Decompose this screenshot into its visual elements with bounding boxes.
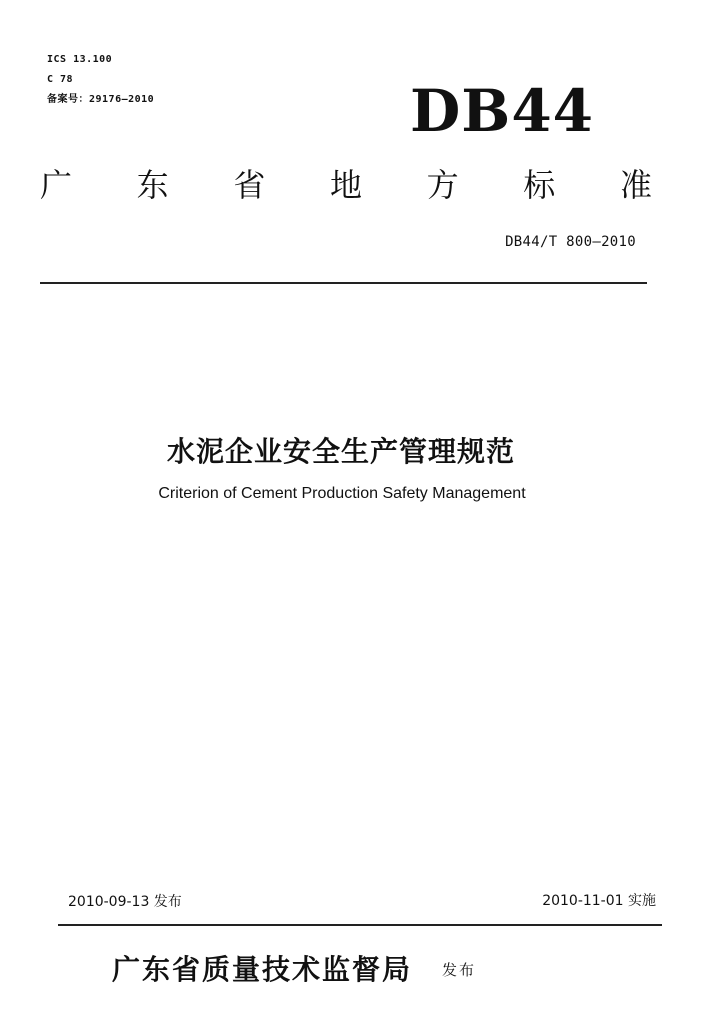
classification-block <box>47 50 154 110</box>
issued-by-label: 发布 <box>442 961 477 979</box>
issuer-line <box>112 950 476 990</box>
standard-type-heading <box>40 162 652 208</box>
standard-type-char: 东 <box>136 166 169 204</box>
standard-type-char: 省 <box>233 166 266 204</box>
standard-type-char: 广 <box>40 166 73 204</box>
implementation-date: 2010-11-01 实施 <box>542 893 656 909</box>
standard-type-char: 方 <box>426 166 459 204</box>
ccs-code: C 78 <box>47 74 74 85</box>
document-title-english: Criterion of Cement Production Safety Management <box>158 485 526 502</box>
db44-logo: DB44 <box>410 77 595 145</box>
issuing-authority: 广东省质量技术监督局 <box>112 953 413 986</box>
standard-type-char: 地 <box>329 166 362 204</box>
document-title-chinese: 水泥企业安全生产管理规范 <box>166 435 515 468</box>
issue-date: 2010-09-13 发布 <box>68 894 182 910</box>
bottom-divider <box>58 924 662 926</box>
ics-code: ICS 13.100 <box>47 54 113 65</box>
standard-type-char: 准 <box>619 166 652 204</box>
standard-number: DB44/T 800—2010 <box>505 234 636 250</box>
top-divider <box>40 282 647 284</box>
filing-number: 备案号：29176—2010 <box>47 94 155 105</box>
standard-type-char: 标 <box>523 166 556 204</box>
